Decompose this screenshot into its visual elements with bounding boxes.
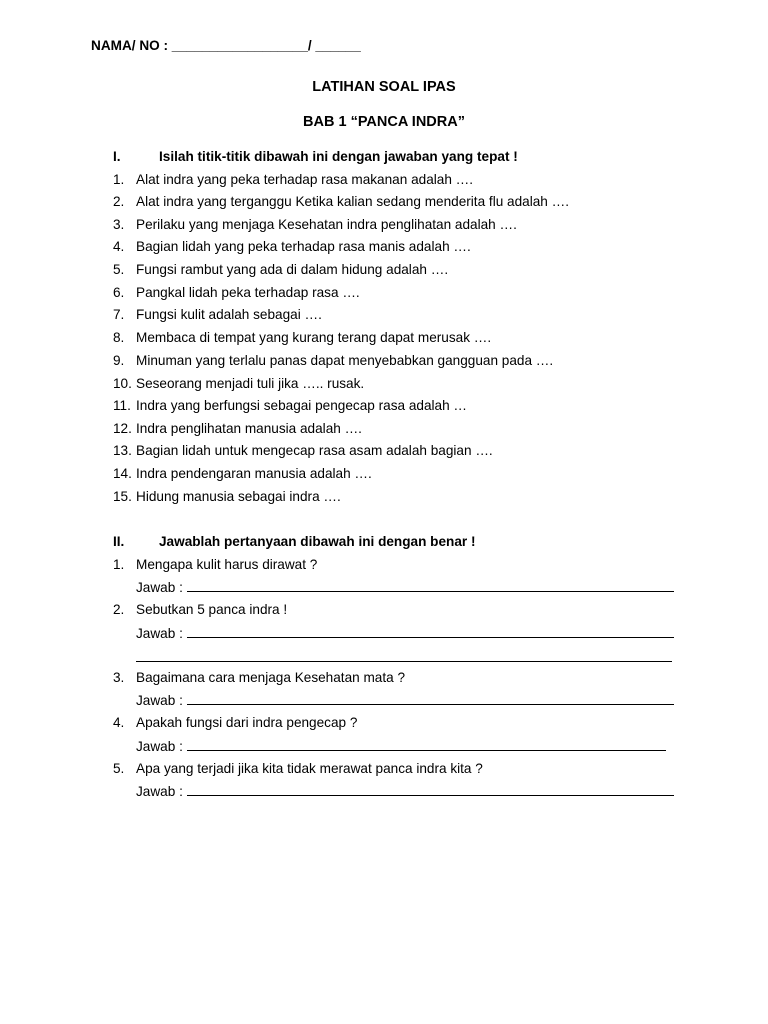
page-title: LATIHAN SOAL IPAS [312, 79, 456, 95]
question-text: Indra penglihatan manusia adalah …. [136, 421, 362, 436]
question-text: Apakah fungsi dari indra pengecap ? [136, 715, 358, 730]
answer-label: Jawab : [136, 693, 183, 708]
question-number: 2. [113, 602, 125, 617]
question-number: 4. [113, 715, 125, 730]
section-2-instruction: Jawablah pertanyaan dibawah ini dengan benar ! [159, 534, 476, 549]
question-number: 11. [113, 398, 131, 413]
question-text: Seseorang menjadi tuli jika ….. rusak. [136, 376, 365, 391]
question-text: Fungsi rambut yang ada di dalam hidung adalah …. [136, 262, 449, 277]
question-number: 9. [113, 353, 125, 368]
question-text: Mengapa kulit harus dirawat ? [136, 557, 318, 572]
answer-line[interactable] [187, 692, 674, 705]
question-text: Hidung manusia sebagai indra …. [136, 489, 341, 504]
answer-line[interactable] [187, 783, 674, 796]
question-number: 3. [113, 217, 125, 232]
answer-field[interactable] [136, 579, 674, 595]
question-text: Alat indra yang terganggu Ketika kalian sedang menderita flu adalah …. [136, 194, 570, 209]
answer-line[interactable] [187, 625, 674, 638]
answer-label: Jawab : [136, 580, 183, 595]
question-text: Bagaimana cara menjaga Kesehatan mata ? [136, 670, 406, 685]
question-number: 6. [113, 285, 125, 300]
answer-label: Jawab : [136, 626, 183, 641]
question-text: Apa yang terjadi jika kita tidak merawat panca indra kita ? [136, 761, 483, 776]
question-number: 13. [113, 443, 132, 458]
question-number: 5. [113, 761, 125, 776]
answer-label: Jawab : [136, 784, 183, 799]
answer-extra-line[interactable] [136, 660, 672, 662]
question-number: 10. [113, 376, 132, 391]
question-number: 15. [113, 489, 132, 504]
page-subtitle: BAB 1 “PANCA INDRA” [303, 114, 465, 130]
question-text: Alat indra yang peka terhadap rasa makanan adalah …. [136, 172, 474, 187]
answer-field[interactable] [136, 625, 674, 641]
question-number: 7. [113, 307, 125, 322]
answer-field[interactable] [136, 738, 666, 754]
answer-label: Jawab : [136, 739, 183, 754]
question-text: Bagian lidah yang peka terhadap rasa manis adalah …. [136, 239, 471, 254]
name-number-field: NAMA/ NO : __________________/ ______ [91, 38, 361, 53]
question-text: Sebutkan 5 panca indra ! [136, 602, 288, 617]
question-text: Perilaku yang menjaga Kesehatan indra penglihatan adalah …. [136, 217, 517, 232]
question-number: 5. [113, 262, 125, 277]
question-number: 1. [113, 172, 125, 187]
question-text: Bagian lidah untuk mengecap rasa asam adalah bagian …. [136, 443, 493, 458]
section-1-number: I. [113, 149, 121, 164]
question-number: 14. [113, 466, 132, 481]
question-number: 8. [113, 330, 125, 345]
question-text: Minuman yang terlalu panas dapat menyebabkan gangguan pada …. [136, 353, 554, 368]
question-number: 4. [113, 239, 125, 254]
section-1-instruction: Isilah titik-titik dibawah ini dengan jawaban yang tepat ! [159, 149, 518, 164]
answer-field[interactable] [136, 783, 674, 799]
question-number: 3. [113, 670, 125, 685]
question-text: Membaca di tempat yang kurang terang dapat merusak …. [136, 330, 492, 345]
question-number: 1. [113, 557, 125, 572]
section-2-number: II. [113, 534, 125, 549]
question-number: 12. [113, 421, 132, 436]
answer-line[interactable] [187, 738, 666, 751]
question-text: Pangkal lidah peka terhadap rasa …. [136, 285, 360, 300]
question-text: Indra pendengaran manusia adalah …. [136, 466, 372, 481]
question-number: 2. [113, 194, 125, 209]
answer-line[interactable] [187, 579, 674, 592]
answer-field[interactable] [136, 692, 674, 708]
question-text: Indra yang berfungsi sebagai pengecap rasa adalah … [136, 398, 468, 413]
question-text: Fungsi kulit adalah sebagai …. [136, 307, 322, 322]
